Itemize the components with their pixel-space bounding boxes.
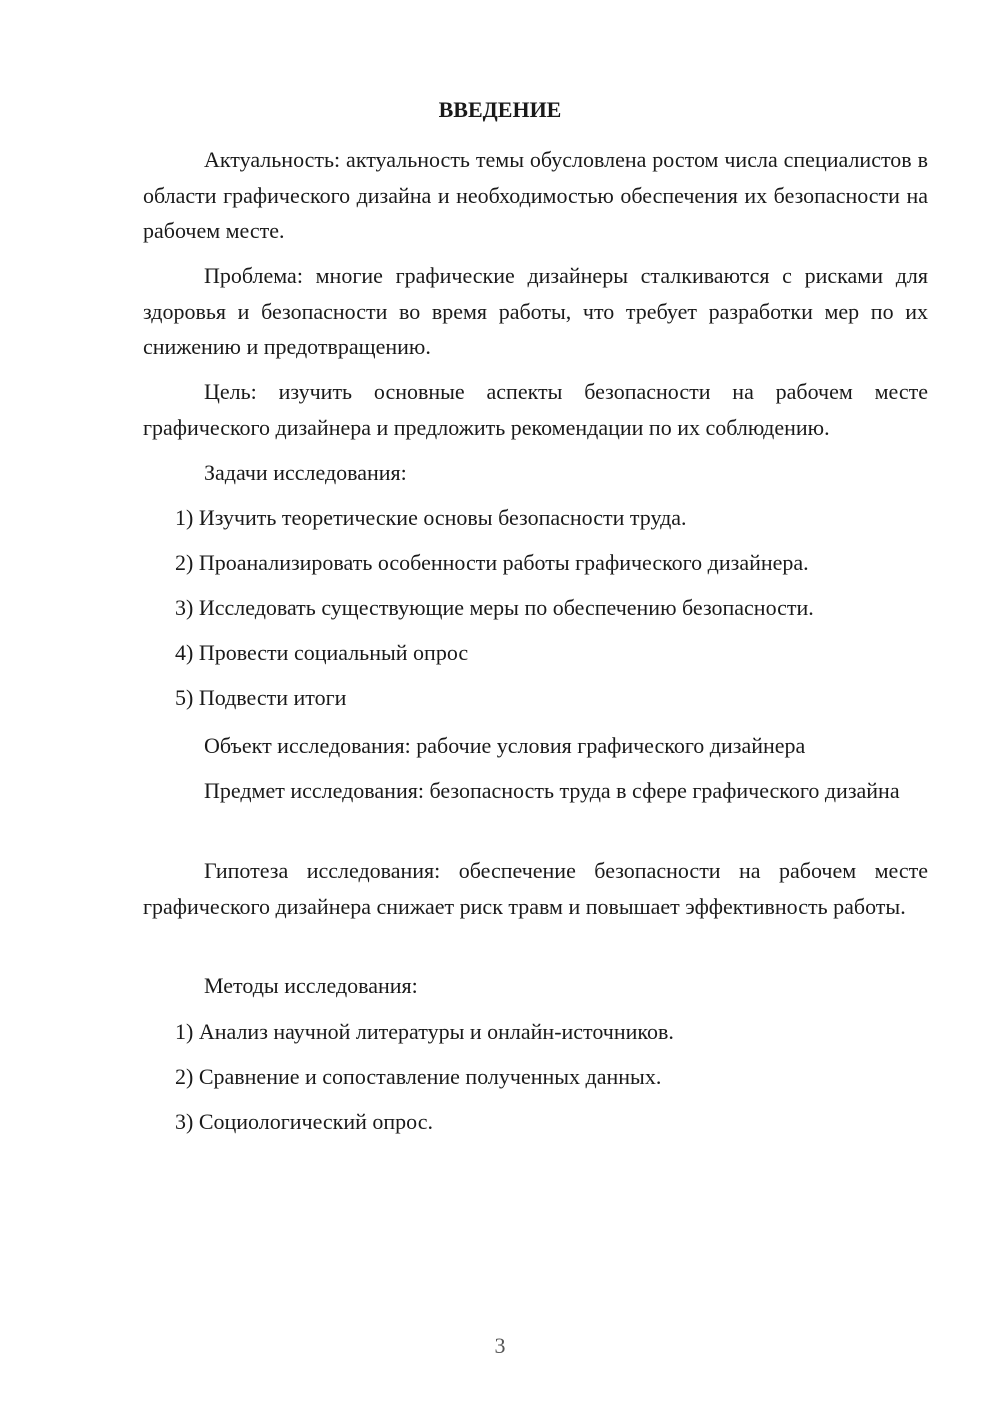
paragraph-subject: Предмет исследования: безопасность труда в сфере графического дизайна bbox=[204, 778, 900, 803]
tasks-title: Задачи исследования: bbox=[204, 460, 407, 485]
list-item-task-2: 2) Проанализировать особенности работы графического дизайнера. bbox=[175, 550, 809, 575]
paragraph-goal: Цель: изучить основные аспекты безопасности на рабочем месте графического дизайнера и предложить рекомендации по их соблюдению. bbox=[143, 379, 928, 440]
section-heading: ВВЕДЕНИЕ bbox=[438, 97, 562, 122]
list-item-task-4: 4) Провести социальный опрос bbox=[175, 640, 469, 665]
paragraph-object: Объект исследования: рабочие условия графического дизайнера bbox=[204, 733, 806, 758]
list-item-task-3: 3) Исследовать существующие меры по обеспечению безопасности. bbox=[175, 595, 814, 620]
paragraph-hypothesis: Гипотеза исследования: обеспечение безопасности на рабочем месте графического дизайнера снижает риск травм и повышает эффективность работы. bbox=[143, 858, 928, 919]
list-item-method-2: 2) Сравнение и сопоставление полученных данных. bbox=[175, 1064, 662, 1089]
methods-title: Методы исследования: bbox=[204, 973, 418, 998]
list-item-task-5: 5) Подвести итоги bbox=[175, 685, 347, 710]
page-number: 3 bbox=[494, 1333, 506, 1358]
list-item-task-1: 1) Изучить теоретические основы безопасности труда. bbox=[175, 505, 687, 530]
paragraph-relevance: Актуальность: актуальность темы обусловлена ростом числа специалистов в области графического дизайна и необходимостью обеспечения их безопасности на рабочем месте. bbox=[143, 147, 928, 243]
list-item-method-1: 1) Анализ научной литературы и онлайн-источников. bbox=[175, 1019, 674, 1044]
list-item-method-3: 3) Социологический опрос. bbox=[175, 1109, 433, 1134]
paragraph-problem: Проблема: многие графические дизайнеры сталкиваются с рисками для здоровья и безопасности во время работы, что требует разработки мер по их снижению и предотвращению. bbox=[143, 263, 928, 359]
